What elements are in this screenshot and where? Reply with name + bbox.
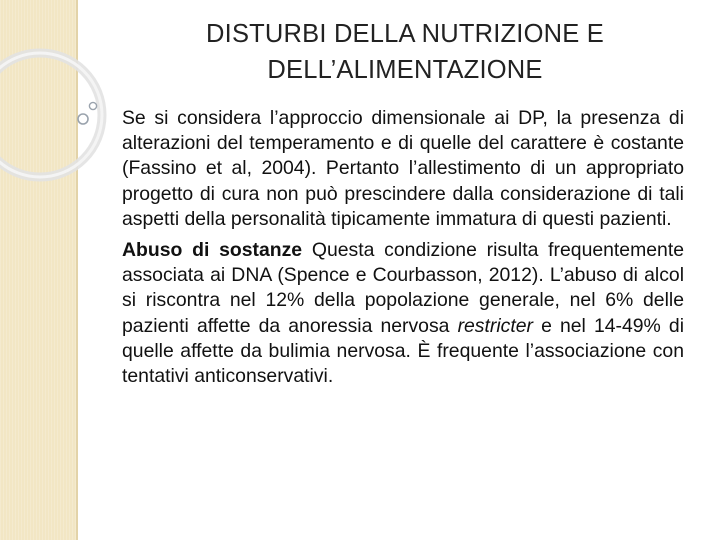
paragraph-temperament: Se si considera l’approccio dimensionale ai DP, la presenza di alterazioni del temperamento e di quelle del carattere è costante (Fassino et al, 2004). Pertanto l’allestimento di un appropriato progetto di cura non può prescindere dalla considerazione di tali aspetti della personalità tipicamente immatura di questi pazienti. xyxy=(122,107,684,230)
slide-title xyxy=(130,16,680,88)
bullet-dot xyxy=(78,114,88,124)
title-line-1: DISTURBI DELLA NUTRIZIONE E xyxy=(206,20,604,48)
slide-body xyxy=(122,106,684,395)
sidebar-background xyxy=(0,0,76,540)
substance-abuse-heading: Abuso di sostanze xyxy=(122,239,303,262)
sidebar-edge xyxy=(76,0,78,540)
paragraph-text-b: e nel 14-49% di quelle affette da bulimia nervosa. È frequente l’associazione con tentativi anticonservativi. xyxy=(122,314,685,388)
small-bullet-ring xyxy=(89,102,96,109)
restricter-term: restricter xyxy=(457,314,533,337)
paragraph-substance-abuse xyxy=(122,238,684,389)
title-line-2: DELL’ALIMENTAZIONE xyxy=(267,56,543,84)
paragraph-text-a: Questa condizione risulta frequentemente associata ai DNA (Spence e Courbasson, 2012). L’abuso di alcol si riscontra nel 12% della popolazione generale, nel 6% delle pazienti affette da anoressia nervosa xyxy=(122,239,684,337)
